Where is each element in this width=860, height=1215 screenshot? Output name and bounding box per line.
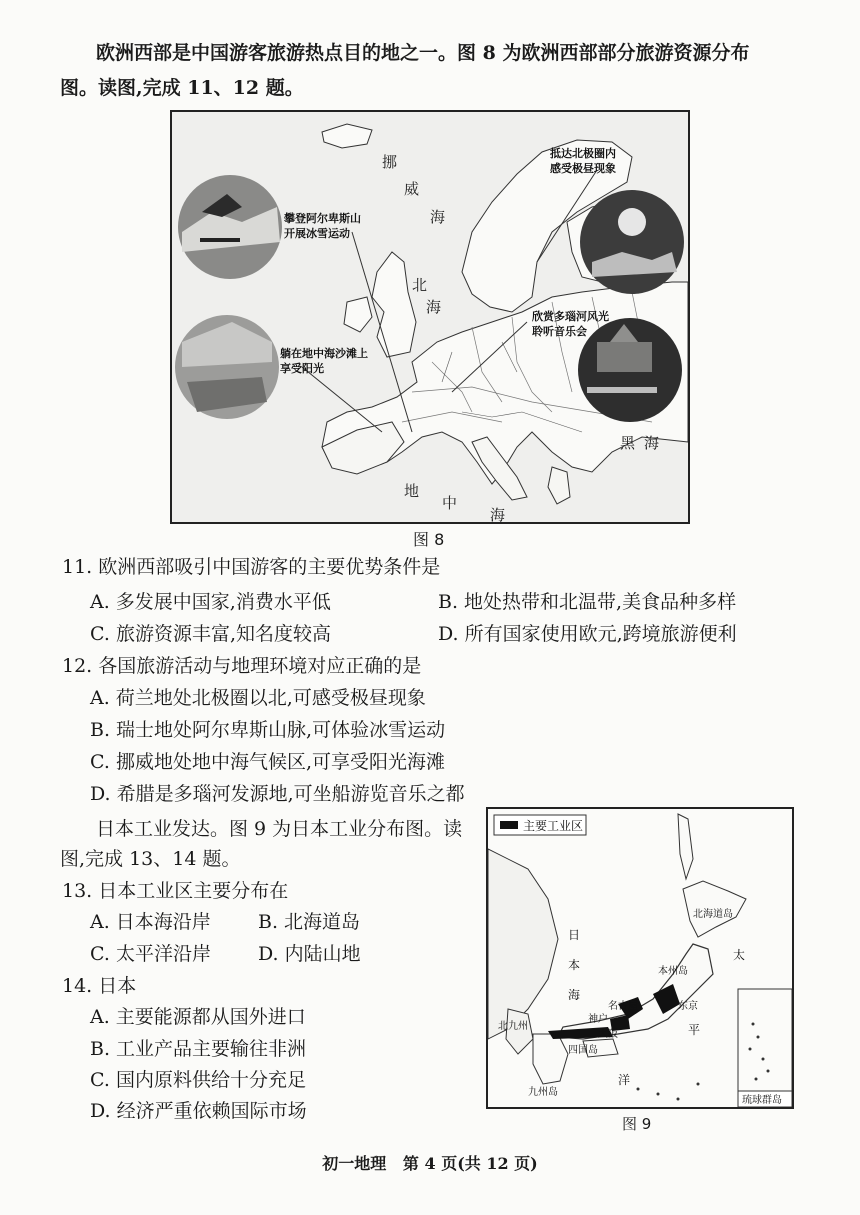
q12-option-c: C. 挪威地处地中海气候区,可享受阳光海滩 (90, 751, 445, 773)
sea-label-black-1: 黑 (620, 434, 636, 452)
label-city-kobe: 神户 (588, 1014, 608, 1025)
sea-label-norwegian-2: 威 (404, 180, 420, 198)
sea-label-north-1: 北 (412, 276, 428, 294)
sea-label-med-1: 地 (404, 482, 420, 500)
ryukyu-inset (738, 989, 792, 1107)
label-sea-of-japan-3: 海 (568, 988, 581, 1002)
q11-option-d: D. 所有国家使用欧元,跨境旅游便利 (438, 623, 737, 645)
q11-stem: 11. 欧洲西部吸引中国游客的主要优势条件是 (62, 556, 441, 578)
callout-alps-line1: 攀登阿尔卑斯山 (284, 212, 361, 225)
label-sea-of-japan-2: 本 (568, 958, 581, 972)
callout-danube-line2: 聆听音乐会 (532, 325, 587, 338)
label-shikoku: 四国岛 (568, 1045, 598, 1056)
label-pacific-3: 洋 (618, 1073, 631, 1087)
label-city-nagoya: 名古屋 (608, 1001, 638, 1012)
sea-label-norwegian-1: 挪 (382, 153, 398, 171)
label-sea-of-japan-1: 日 (568, 928, 581, 942)
label-city-tokyo: 东京 (678, 1001, 698, 1012)
figure-8-caption: 图 8 (413, 530, 445, 549)
sea-label-black-2: 海 (644, 434, 660, 452)
figure-9-caption: 图 9 (622, 1115, 652, 1133)
q14-option-b: B. 工业产品主要输往非洲 (90, 1038, 307, 1060)
kyushu-island (533, 1034, 568, 1084)
label-city-osaka: 大阪 (598, 1029, 618, 1040)
callout-med-line1: 躺在地中海沙滩上 (280, 347, 368, 360)
q12-option-a: A. 荷兰地处北极圈以北,可感受极昼现象 (90, 687, 426, 709)
q13-option-b: B. 北海道岛 (258, 911, 361, 933)
callout-arctic-line2: 感受极昼现象 (550, 162, 616, 175)
sea-label-med-3: 海 (490, 506, 506, 522)
q11-option-b: B. 地处热带和北温带,美食品种多样 (438, 591, 737, 613)
figure-8-europe-map (170, 110, 690, 524)
q12-option-b: B. 瑞士地处阿尔卑斯山脉,可体验冰雪运动 (90, 719, 446, 741)
label-pacific-1: 太 (733, 948, 746, 962)
figure-9-japan-map (486, 807, 794, 1109)
page-footer: 初一地理 第 4 页(共 12 页) (322, 1154, 538, 1173)
q13-option-c: C. 太平洋沿岸 (90, 943, 211, 965)
callout-arctic-line1: 抵达北极圈内 (550, 147, 616, 160)
q13-stem: 13. 日本工业区主要分布在 (62, 880, 289, 902)
intro-line-1: 欧洲西部是中国游客旅游热点目的地之一。图 8 为欧洲西部部分旅游资源分布 (96, 42, 750, 64)
label-pacific-2: 平 (688, 1023, 701, 1037)
label-hokkaido: 北海道岛 (693, 909, 733, 920)
q11-option-c: C. 旅游资源丰富,知名度较高 (90, 623, 331, 645)
photo-aurora (580, 190, 684, 294)
q14-stem: 14. 日本 (62, 975, 137, 997)
sea-label-med-2: 中 (442, 494, 458, 512)
sea-label-north-2: 海 (426, 298, 442, 316)
sakhalin (678, 814, 693, 879)
label-honshu: 本州岛 (658, 966, 688, 977)
callout-danube-line1: 欣赏多瑙河风光 (532, 310, 609, 323)
intro2-line-2: 图,完成 13、14 题。 (60, 848, 241, 870)
legend-label: 主要工业区 (523, 819, 584, 833)
q11-option-a: A. 多发展中国家,消费水平低 (90, 591, 331, 613)
q13-option-d: D. 内陆山地 (258, 943, 361, 965)
photo-danube (578, 318, 682, 422)
callout-med-line2: 享受阳光 (280, 362, 324, 375)
callout-alps-line2: 开展冰雪运动 (284, 227, 350, 240)
label-kyushu: 九州岛 (528, 1087, 558, 1098)
asian-mainland (488, 849, 558, 1039)
q14-option-a: A. 主要能源都从国外进口 (90, 1006, 306, 1028)
photo-beach (175, 315, 279, 419)
label-city-kitakyushu: 北九州 (498, 1021, 528, 1032)
q12-stem: 12. 各国旅游活动与地理环境对应正确的是 (62, 655, 422, 677)
photo-skiing (178, 175, 282, 279)
sea-label-norwegian-3: 海 (430, 208, 446, 226)
legend (494, 815, 586, 835)
q13-option-a: A. 日本海沿岸 (90, 911, 211, 933)
q14-option-d: D. 经济严重依赖国际市场 (90, 1100, 307, 1122)
q14-option-c: C. 国内原料供给十分充足 (90, 1069, 306, 1091)
intro2-line-1: 日本工业发达。图 9 为日本工业分布图。读 (96, 818, 463, 840)
intro-line-2: 图。读图,完成 11、12 题。 (60, 77, 304, 99)
q12-option-d: D. 希腊是多瑙河发源地,可坐船游览音乐之都 (90, 783, 465, 805)
label-ryukyu: 琉球群岛 (742, 1095, 782, 1106)
